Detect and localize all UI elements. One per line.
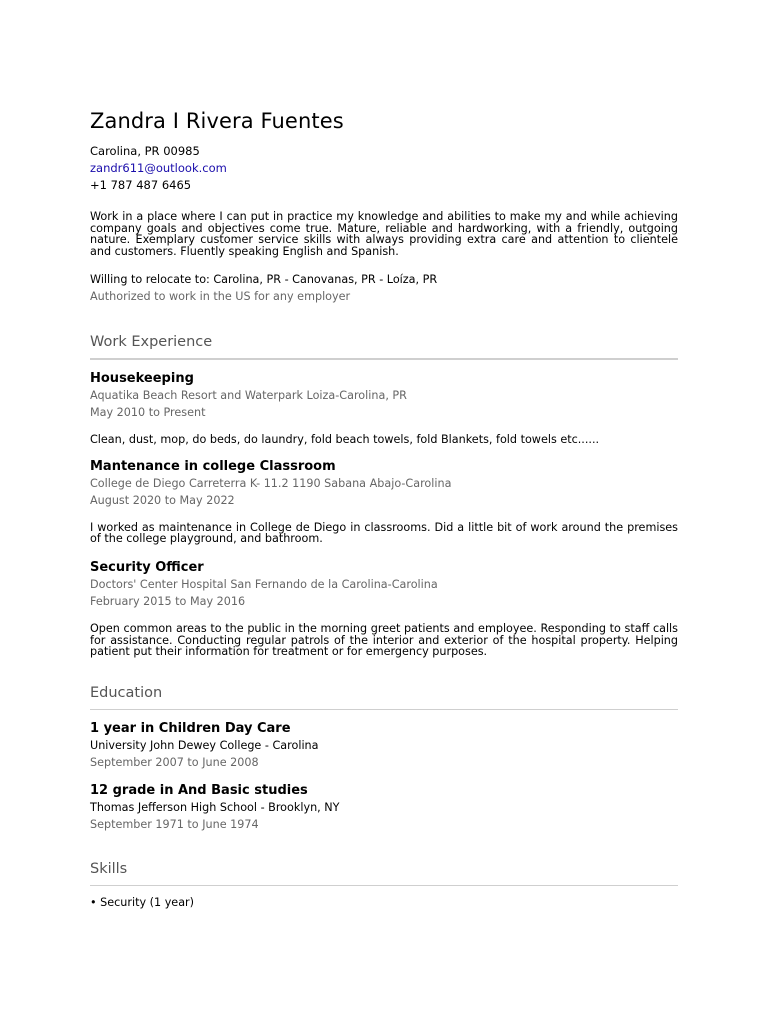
education-dates: September 2007 to June 2008 (90, 756, 259, 770)
skill-item: • Security (1 year) (90, 896, 195, 910)
job-title: Mantenance in college Classroom (90, 458, 336, 474)
job-company: Doctors' Center Hospital San Fernando de la Carolina-Carolina (90, 577, 438, 591)
job-dates: February 2015 to May 2016 (90, 594, 246, 608)
school: Thomas Jefferson High School - Brooklyn, NY (90, 801, 340, 815)
education-dates: September 1971 to June 1974 (90, 818, 259, 832)
email-link[interactable]: zandr611@outlook.com (90, 161, 227, 175)
section-title-education: Education (90, 683, 678, 710)
education-entry (90, 782, 678, 833)
summary: Work in a place where I can put in practice my knowledge and abilities to make my and while achieving company goals and objectives come true. Mature, reliable and hardworking, with a friendly, outgoing nature. Exemplary customer service skills with always providing extra care and attention to clientele and customers. Fluently speaking English and Spanish. (90, 210, 678, 259)
job-company: Aquatika Beach Resort and Waterpark Loiza-Carolina, PR (90, 388, 407, 402)
candidate-name: Zandra I Rivera Fuentes (90, 109, 344, 133)
resume-page (90, 106, 678, 911)
job-entry (90, 370, 678, 446)
location: Carolina, PR 00985 (90, 144, 200, 158)
degree: 12 grade in And Basic studies (90, 783, 308, 799)
job-title: Housekeeping (90, 370, 194, 386)
section-title-skills: Skills (90, 859, 678, 886)
phone: +1 787 487 6465 (90, 178, 192, 192)
education-entry (90, 720, 678, 771)
job-dates: May 2010 to Present (90, 405, 206, 419)
job-description: I worked as maintenance in College de Diego in classrooms. Did a little bit of work around the premises of the college playground, and bathroom. (90, 520, 678, 546)
section-title-work-experience: Work Experience (90, 332, 678, 360)
job-title: Security Officer (90, 559, 204, 575)
school: University John Dewey College - Carolina (90, 739, 319, 753)
work-authorization: Authorized to work in the US for any employer (90, 289, 351, 303)
job-company: College de Diego Carreterra K- 11.2 1190 Sabana Abajo-Carolina (90, 476, 452, 490)
job-dates: August 2020 to May 2022 (90, 493, 235, 507)
relocate-info: Willing to relocate to: Carolina, PR - Canovanas, PR - Loíza, PR (90, 272, 438, 286)
job-entry (90, 458, 678, 545)
degree: 1 year in Children Day Care (90, 721, 291, 737)
job-entry (90, 559, 678, 658)
job-description: Open common areas to the public in the morning greet patients and employee. Responding to staff calls for assistance. Conducting regular patrols of the interior and exterior of the hospital property. Helping patient put their information for treatment or for emergency purposes. (90, 621, 678, 659)
job-description: Clean, dust, mop, do beds, do laundry, fold beach towels, fold Blankets, fold towels etc...... (90, 432, 600, 446)
